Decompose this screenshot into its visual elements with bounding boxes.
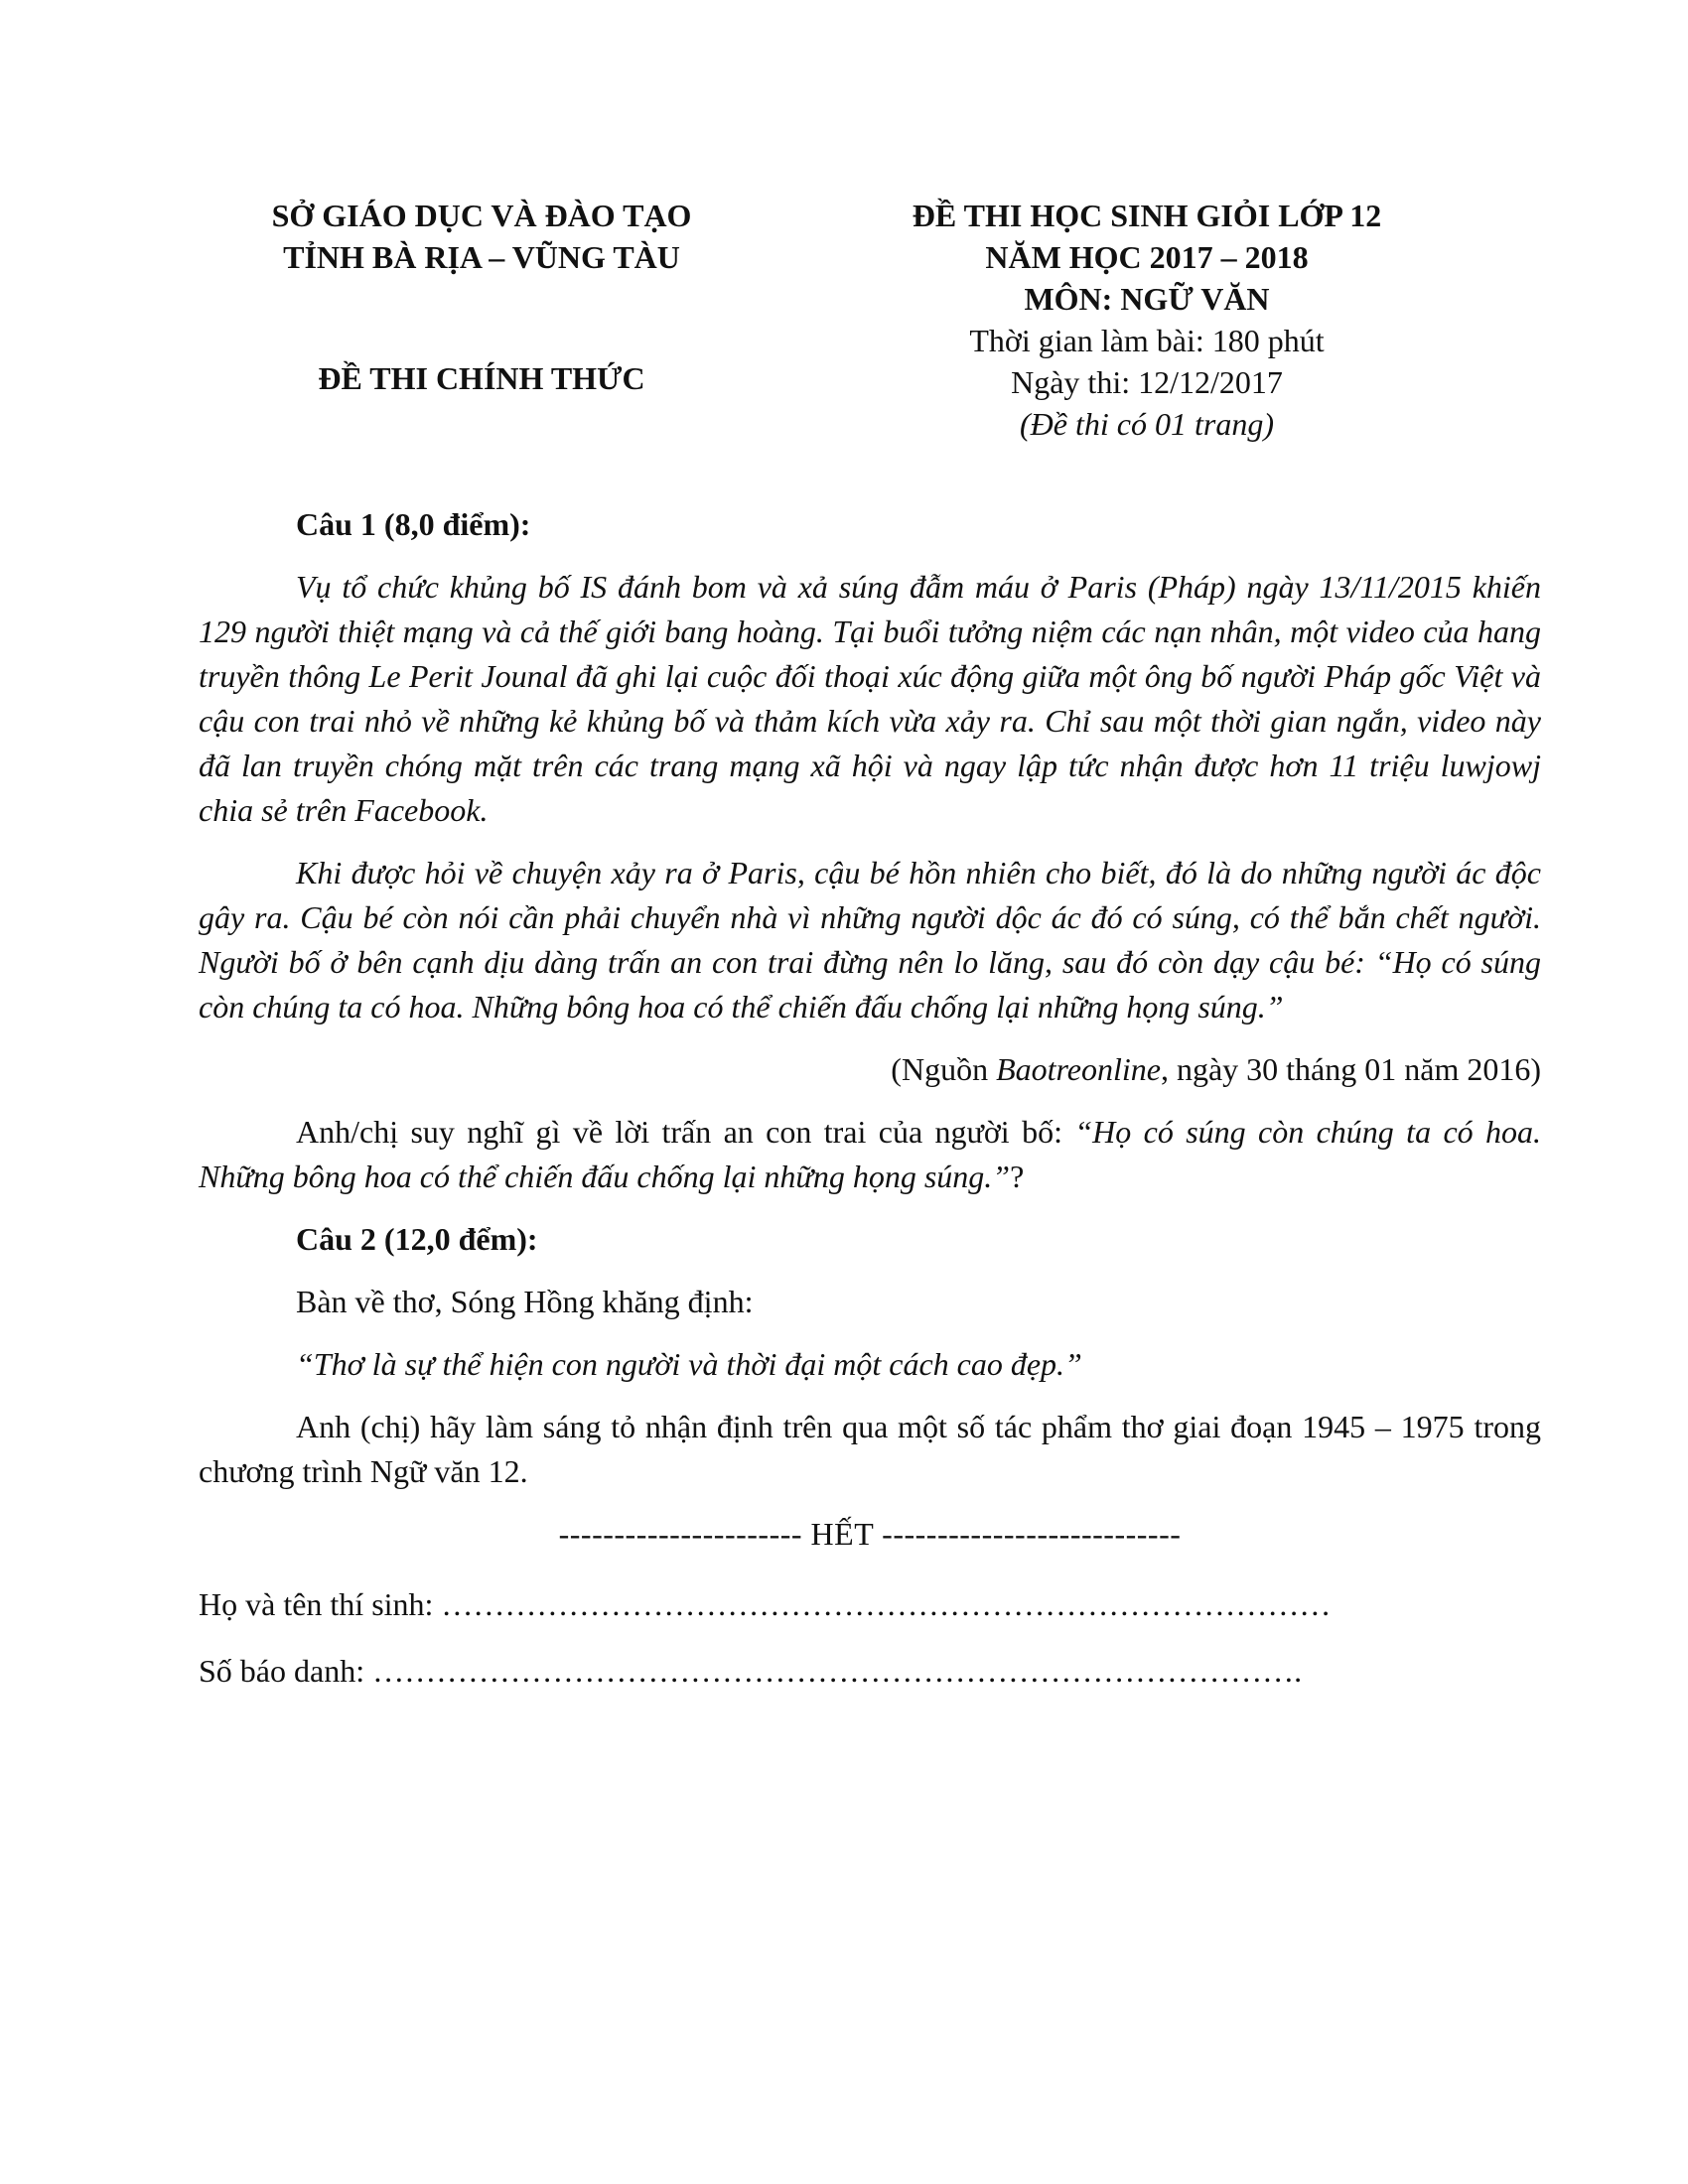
province-name: TỈNH BÀ RỊA – VŨNG TÀU — [283, 239, 680, 275]
exam-header — [199, 195, 1489, 453]
duration: Thời gian làm bài: 180 phút — [969, 323, 1325, 358]
subject: MÔN: NGỮ VĂN — [1024, 281, 1270, 317]
question-1-paragraph-1: Vụ tổ chức khủng bố IS đánh bom và xả súng đẫm máu ở Paris (Pháp) ngày 13/11/2015 khiến 129 người thiệt mạng và cả thế giới bang hoàng. Tại buổi tưởng niệm các nạn nhân, một video của hang truyền thông Le Perit Jounal đã ghi lại cuộc đối thoại xúc động giữa một ông bố người Pháp gốc Việt và cậu con trai nhỏ về những kẻ khủng bố và thảm kích vừa xảy ra. Chỉ sau một thời gian ngắn, video này đã lan truyền chóng mặt trên các trang mạng xã hội và ngay lập tức nhận được hơn 11 triệu luwjowj chia sẻ trên Facebook. — [199, 569, 1541, 828]
official-label: ĐỀ THI CHÍNH THỨC — [318, 360, 645, 396]
exam-date: Ngày thi: 12/12/2017 — [1011, 364, 1283, 400]
exam-body — [199, 502, 1541, 1715]
source-prefix: (Nguồn — [891, 1051, 997, 1087]
question-2-quote: “Thơ là sự thể hiện con người và thời đại một cách cao đẹp.” — [296, 1346, 1082, 1382]
candidate-id-field: Số báo danh: ……………………………………………………………………………. — [199, 1653, 1303, 1689]
question-2-title: Câu 2 (12,0 đểm): — [296, 1221, 538, 1257]
prompt-prefix: Anh/chị suy nghĩ gì về lời trấn an con trai của người bố: — [296, 1114, 1075, 1150]
exam-info-block — [824, 195, 1470, 445]
page-count-note: (Đề thi có 01 trang) — [1020, 406, 1274, 442]
source-name: Baotreonline — [996, 1051, 1161, 1087]
prompt-suffix: ? — [1010, 1159, 1025, 1194]
department-name: SỞ GIÁO DỤC VÀ ĐÀO TẠO — [271, 198, 692, 233]
question-2-task: Anh (chị) hãy làm sáng tỏ nhận định trên qua một số tác phẩm thơ giai đoạn 1945 – 1975 trong chương trình Ngữ văn 12. — [199, 1409, 1541, 1489]
question-1-paragraph-2: Khi được hỏi về chuyện xảy ra ở Paris, cậu bé hồn nhiên cho biết, đó là do những người ác độc gây ra. Cậu bé còn nói cần phải chuyển nhà vì những người dộc ác đó có súng, có thể bắn chết người. Người bố ở bên cạnh dịu dàng trấn an con trai đừng nên lo lăng, sau đó còn dạy cậu bé: “Họ có súng còn chúng ta có hoa. Những bông hoa có thể chiến đấu chống lại những họng súng.” — [199, 855, 1541, 1024]
candidate-name-field: Họ và tên thí sinh: ………………………………………………………………………… — [199, 1586, 1332, 1622]
question-2-intro: Bàn về thơ, Sóng Hồng khăng định: — [296, 1284, 754, 1319]
question-1-title: Câu 1 (8,0 điểm): — [296, 506, 531, 542]
source-suffix: , ngày 30 tháng 01 năm 2016) — [1160, 1051, 1541, 1087]
issuer-block — [199, 195, 765, 399]
end-marker: ---------------------- HẾT --------------------------- — [558, 1516, 1182, 1552]
school-year: NĂM HỌC 2017 – 2018 — [985, 239, 1309, 275]
question-1-source — [199, 1047, 1541, 1092]
prompt-quote: “Họ có súng còn chúng ta có hoa. Những bông hoa có thể chiến đấu chống lại những họng súng.” — [199, 1114, 1542, 1194]
exam-title: ĐỀ THI HỌC SINH GIỎI LỚP 12 — [912, 198, 1382, 233]
question-1-prompt — [199, 1110, 1541, 1199]
